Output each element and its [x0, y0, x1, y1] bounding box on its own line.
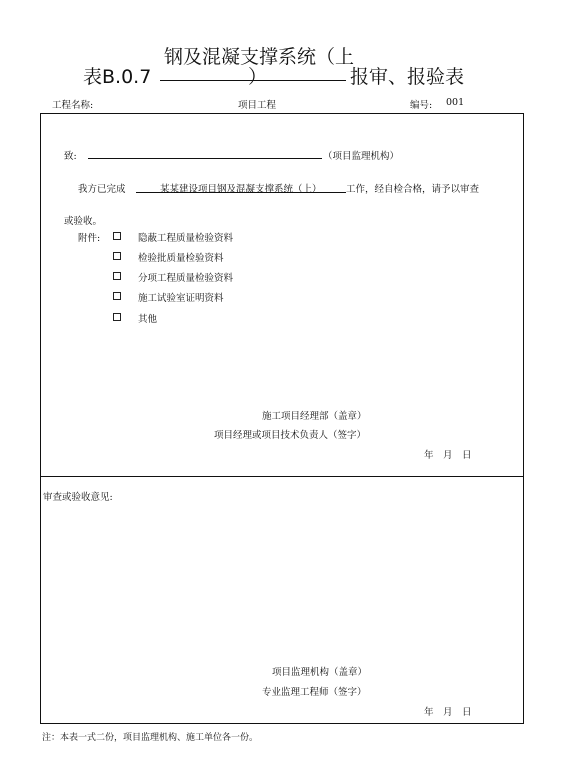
project-name-label: 工程名称:	[52, 100, 94, 111]
attachment-checkbox[interactable]	[113, 313, 121, 321]
supervisor-seal-label: 项目监理机构（盖章）	[272, 667, 368, 678]
title-underline	[160, 80, 346, 81]
contractor-signature-label: 项目经理或项目技术负责人（签字）	[214, 430, 367, 441]
to-underline	[88, 158, 322, 159]
completed-underline	[136, 192, 346, 193]
attachments-label: 附件:	[78, 233, 101, 244]
contractor-date: 年 月 日	[424, 450, 472, 461]
attachment-checkbox[interactable]	[113, 252, 121, 260]
section-divider	[40, 476, 524, 477]
opinion-label: 审查或验收意见:	[43, 492, 113, 503]
number-label: 编号:	[410, 100, 433, 111]
attachment-item: 其他	[138, 314, 158, 325]
supervisor-date: 年 月 日	[424, 707, 472, 718]
completed-text-cont: 或验收。	[64, 216, 103, 227]
supervisor-signature-label: 专业监理工程师（签字）	[262, 687, 367, 698]
completed-value: 某某建设项目钢及混凝支撑系统（上）	[160, 184, 322, 195]
attachment-checkbox[interactable]	[113, 292, 121, 300]
footer-note: 注：本表一式二份，项目监理机构、施工单位各一份。	[42, 733, 259, 743]
attachment-checkbox[interactable]	[113, 272, 121, 280]
title-line2: ）	[248, 66, 268, 88]
title-prefix: 表B.0.7	[83, 66, 152, 88]
project-name-value: 项目工程	[238, 100, 277, 111]
completed-text: 工作，经自检合格，请予以审查	[346, 184, 480, 195]
contractor-seal-label: 施工项目经理部（盖章）	[262, 411, 367, 422]
attachment-checkbox[interactable]	[113, 232, 121, 240]
attachment-item: 施工试验室证明资料	[138, 293, 224, 304]
to-label: 致:	[64, 151, 77, 162]
attachment-item: 隐蔽工程质量检验资料	[138, 233, 234, 244]
title-suffix: 报审、报验表	[350, 66, 465, 88]
title-line1: 钢及混凝支撑系统（上	[164, 46, 355, 68]
completed-label: 我方已完成	[78, 184, 126, 195]
number-value: 001	[446, 97, 465, 108]
attachment-item: 分项工程质量检验资料	[138, 273, 234, 284]
attachment-item: 检验批质量检验资料	[138, 253, 224, 264]
to-suffix: （项目监理机构）	[323, 151, 400, 162]
